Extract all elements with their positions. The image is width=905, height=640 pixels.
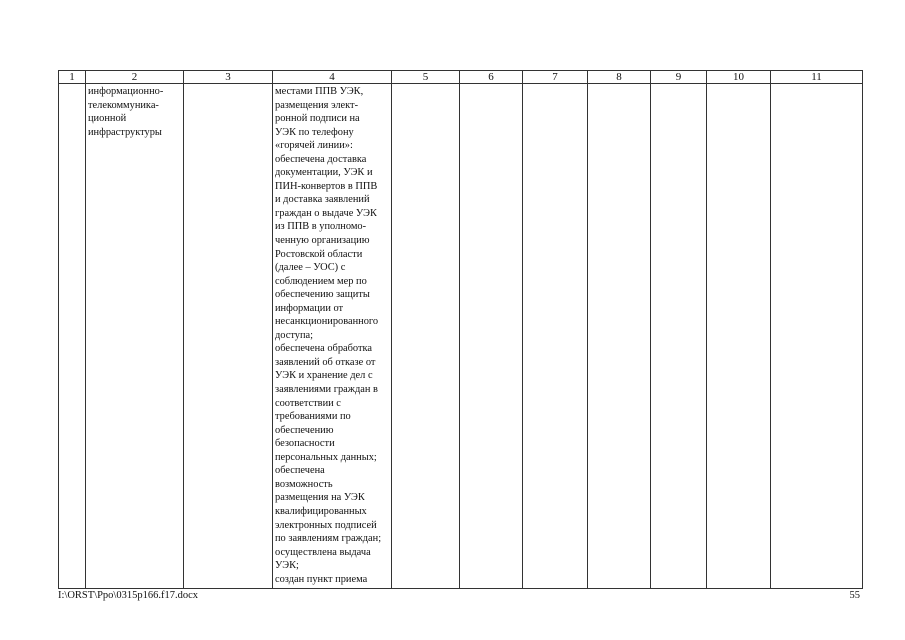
column-header-2: 2 xyxy=(86,71,184,84)
column-header-11: 11 xyxy=(771,71,863,84)
cell-col-7 xyxy=(523,84,588,589)
cell-text-line: (далее – УОС) с xyxy=(275,262,346,274)
cell-text-line: обеспечению защиты xyxy=(275,289,370,301)
column-header-3: 3 xyxy=(184,71,273,84)
cell-col-10 xyxy=(707,84,771,589)
column-header-1: 1 xyxy=(59,71,86,84)
cell-col-3 xyxy=(184,84,273,589)
column-header-4: 4 xyxy=(273,71,392,84)
column-header-5: 5 xyxy=(392,71,460,84)
table-row xyxy=(59,84,863,589)
document-table xyxy=(58,70,863,589)
cell-text-line: документации, УЭК и xyxy=(275,167,373,179)
cell-col-9 xyxy=(651,84,707,589)
cell-text-line: местами ППВ УЭК, xyxy=(275,86,364,97)
cell-text-line: обеспечена обработка xyxy=(275,343,373,355)
cell-text-line: несанкционированного xyxy=(275,316,379,328)
cell-text-line: квалифицированных xyxy=(275,505,367,517)
cell-text-line: осуществлена выдача xyxy=(275,546,371,558)
cell-text-line: электронных подписей xyxy=(275,519,377,531)
cell-text-line: персональных данных; xyxy=(275,451,377,463)
cell-text-line: «горячей линии»: xyxy=(275,140,353,152)
cell-text-line: по заявлениям граждан; xyxy=(275,533,382,545)
cell-text-line: размещения на УЭК xyxy=(275,492,365,504)
cell-text-line: УЭК и хранение дел с xyxy=(275,370,373,382)
cell-text-line: информационно- xyxy=(88,86,164,97)
cell-text-line: Ростовской области xyxy=(275,248,363,260)
page-number: 55 xyxy=(849,590,860,601)
footer-file-path: I:\ORST\Ppo\0315p166.f17.docx xyxy=(58,590,199,601)
cell-text-line: обеспечена доставка xyxy=(275,153,367,165)
cell-text-line: из ППВ в уполномо- xyxy=(275,221,367,233)
cell-col-4 xyxy=(273,84,392,589)
cell-text-line: УЭК; xyxy=(275,560,299,572)
cell-text-line: обеспечению xyxy=(275,424,334,436)
cell-text-line: и доставка заявлений xyxy=(275,194,370,206)
cell-text-line: ронной подписи на xyxy=(275,113,360,125)
column-header-10: 10 xyxy=(707,71,771,84)
cell-text-line: заявлений об отказе от xyxy=(275,356,376,368)
cell-text-line: ПИН-конвертов в ППВ xyxy=(275,180,378,192)
cell-text-line: УЭК по телефону xyxy=(275,126,354,138)
column-header-7: 7 xyxy=(523,71,588,84)
cell-text-line: инфраструктуры xyxy=(88,126,162,138)
cell-text-line: ченную организацию xyxy=(275,235,370,247)
column-header-8: 8 xyxy=(588,71,651,84)
cell-text-line: соблюдением мер по xyxy=(275,275,367,287)
cell-text-line: доступа; xyxy=(275,329,314,341)
cell-col-6 xyxy=(460,84,523,589)
cell-text-line: безопасности xyxy=(275,438,335,450)
cell-col-8 xyxy=(588,84,651,589)
cell-text-line: размещения элект- xyxy=(275,99,359,111)
cell-col-1 xyxy=(59,84,86,589)
column-header-9: 9 xyxy=(651,71,707,84)
cell-text-line: граждан о выдаче УЭК xyxy=(275,207,377,219)
cell-col-11 xyxy=(771,84,863,589)
cell-col-5 xyxy=(392,84,460,589)
cell-text-line: создан пункт приема xyxy=(275,573,368,585)
cell-text-line: телекоммуника- xyxy=(88,99,159,111)
column-header-6: 6 xyxy=(460,71,523,84)
cell-text-line: информации от xyxy=(275,302,344,314)
cell-text-line: возможность xyxy=(275,478,333,490)
cell-col-2 xyxy=(86,84,184,589)
cell-text-line: соответствии с xyxy=(275,397,341,409)
cell-text-line: ционной xyxy=(88,113,127,125)
cell-text-line: требованиями по xyxy=(275,411,351,423)
cell-col-2-text xyxy=(86,84,183,139)
cell-text-line: обеспечена xyxy=(275,465,325,477)
cell-col-4-text xyxy=(273,84,391,586)
header-row xyxy=(59,71,863,84)
cell-text-line: заявлениями граждан в xyxy=(275,384,378,396)
